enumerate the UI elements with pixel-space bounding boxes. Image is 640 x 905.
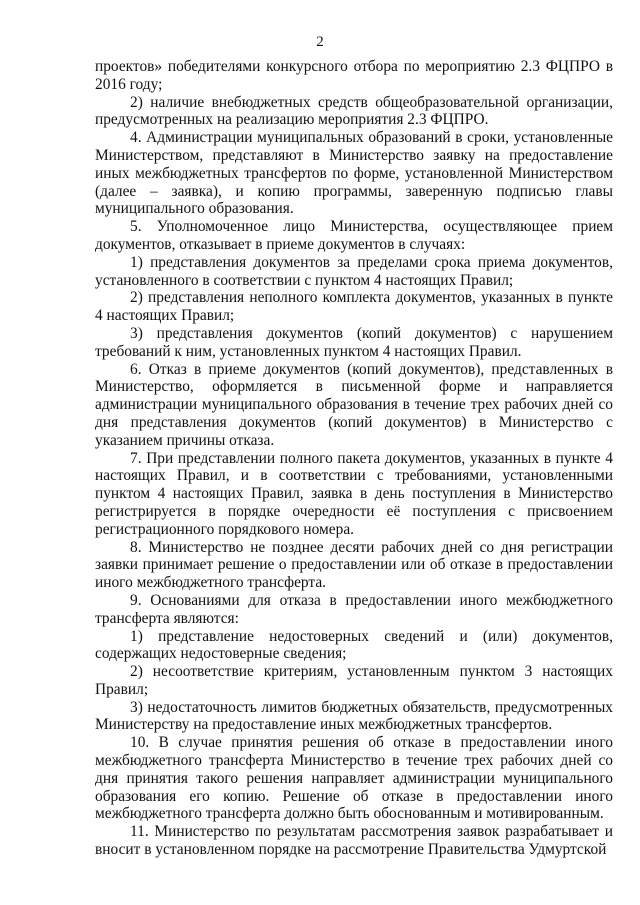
paragraph-5-item-2: 2) представления неполного комплекта документов, указанных в пункте 4 настоящих Правил;: [95, 289, 613, 325]
paragraph-6: 6. Отказ в приеме документов (копий документов), представленных в Министерство, оформляется в письменной форме и направляется администрации муниципального образования в течение трех рабочих дней со дня представления документов (копий документов) в Министерство с указанием причины отказа.: [95, 360, 613, 449]
paragraph-4: 4. Администрации муниципальных образований в сроки, установленные Министерством, представляют в Министерство заявку на предоставление иных межбюджетных трансфертов по форме, установленной Министерством (далее – заявка), и копию программы, заверенную подписью главы муниципального образования.: [95, 129, 613, 218]
paragraph-5-item-3: 3) представления документов (копий документов) с нарушением требований к ним, установленных пунктом 4 настоящих Правил.: [95, 324, 613, 360]
paragraph-11: 11. Министерство по результатам рассмотрения заявок разрабатывает и вносит в установленном порядке на рассмотрение Правительства Удмуртской: [95, 823, 613, 859]
paragraph-10: 10. В случае принятия решения об отказе в предоставлении иного межбюджетного трансферта Министерство в течение трех рабочих дней со дня принятия такого решения направляет администрации муниципального образования его копию. Решение об отказе в предоставлении иного межбюджетного трансферта должно быть обоснованным и мотивированным.: [95, 734, 613, 823]
page-number: 2: [316, 34, 324, 50]
paragraph-9-item-2: 2) несоответствие критериям, установленным пунктом 3 настоящих Правил;: [95, 663, 613, 698]
paragraph-5-item-1: 1) представления документов за пределами срока приема документов, установленного в соответствии с пунктом 4 настоящих Правил;: [95, 253, 613, 289]
paragraph-9-item-3: 3) недостаточность лимитов бюджетных обязательств, предусмотренных Министерству на предоставление иных межбюджетных трансфертов.: [95, 698, 613, 734]
paragraph-continuation: проектов» победителями конкурсного отбора по мероприятию 2.3 ФЦПРО в 2016 году;: [95, 58, 613, 93]
paragraph-8: 8. Министерство не позднее десяти рабочих дней со дня регистрации заявки принимает решение о предоставлении или об отказе в предоставлении иного межбюджетного трансферта.: [95, 538, 613, 592]
paragraph-5: 5. Уполномоченное лицо Министерства, осуществляющее прием документов, отказывает в приеме документов в случаях:: [95, 218, 613, 253]
paragraph-9-item-1: 1) представление недостоверных сведений и (или) документов, содержащих недостоверные сведения;: [95, 627, 613, 663]
paragraph-9: 9. Основаниями для отказа в предоставлении иного межбюджетного трансферта являются:: [95, 591, 613, 627]
paragraph-7: 7. При представлении полного пакета документов, указанных в пункте 4 настоящих Правил, и в соответствии с требованиями, установленными пунктом 4 настоящих Правил, заявка в день поступления в Министерство регистрируется в порядке очередности её поступления с присвоением регистрационного порядкового номера.: [95, 449, 613, 538]
document-body: [95, 58, 613, 859]
paragraph-criterion-2: 2) наличие внебюджетных средств общеобразовательной организации, предусмотренных на реализацию мероприятия 2.3 ФЦПРО.: [95, 93, 613, 129]
